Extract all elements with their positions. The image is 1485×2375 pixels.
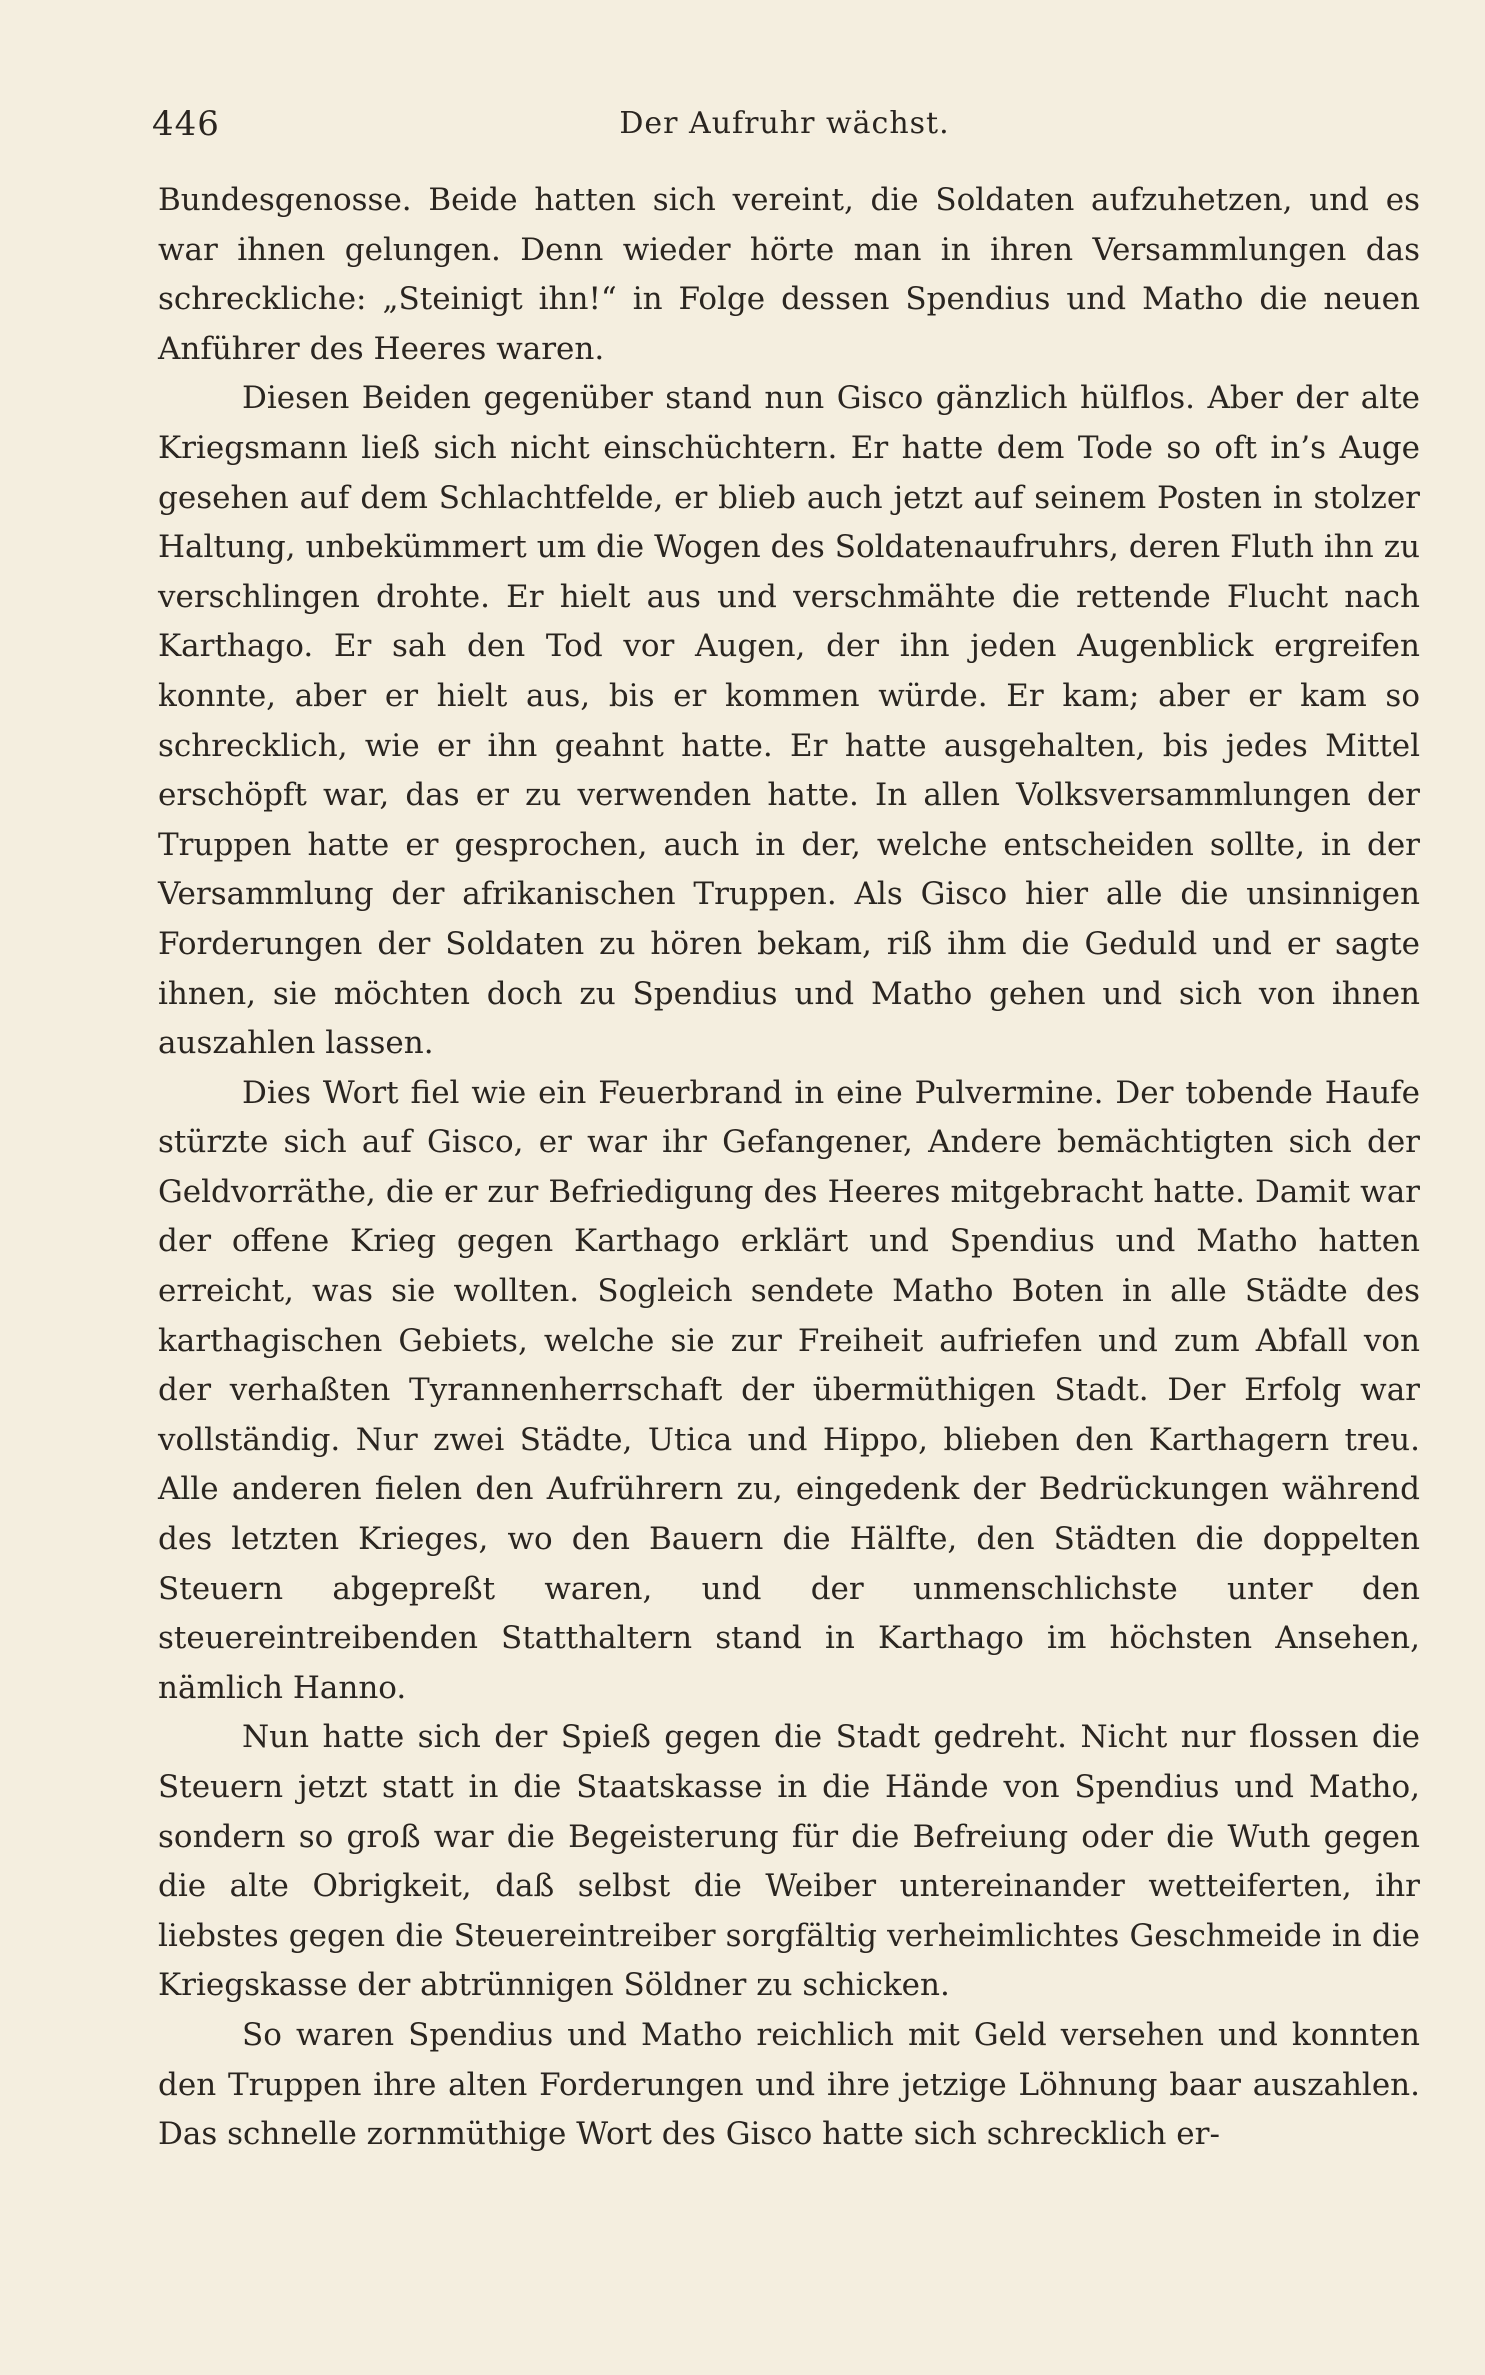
- paragraph-5: So waren Spendius und Matho reichlich mit Geld versehen und konnten den Truppen ihre alten Forderungen und ihre jetzige Löhnung baar auszahlen. Das schnelle zornmüthige Wort des Gisco hatte sich schrecklich er-: [158, 2016, 1420, 2153]
- paragraph-3: Dies Wort fiel wie ein Feuerbrand in eine Pulvermine. Der tobende Haufe stürzte sich auf Gisco, er war ihr Gefangener, Andere bemächtigten sich der Geldvorräthe, die er zur Befriedigung des Heeres mitgebracht hatte. Damit war der offene Krieg gegen Karthago erklärt und Spendius und Matho hatten erreicht, was sie wollten. Sogleich sendete Matho Boten in alle Städte des karthagischen Gebiets, welche sie zur Freiheit aufriefen und zum Abfall von der verhaßten Tyrannenherrschaft der übermüthigen Stadt. Der Erfolg war vollständig. Nur zwei Städte, Utica und Hippo, blieben den Karthagern treu. Alle anderen fielen den Aufrührern zu, eingedenk der Bedrückungen während des letzten Krieges, wo den Bauern die Hälfte, den Städten die doppelten Steuern abgepreßt waren, und der unmenschlichste unter den steuereintreibenden Statthaltern stand in Karthago im höchsten Ansehen, nämlich Hanno.: [158, 1074, 1420, 1706]
- paragraph-4: Nun hatte sich der Spieß gegen die Stadt gedreht. Nicht nur flossen die Steuern jetzt statt in die Staatskasse in die Hände von Spendius und Matho, sondern so groß war die Begeisterung für die Befreiung oder die Wuth gegen die alte Obrigkeit, daß selbst die Weiber untereinander wetteiferten, ihr liebstes gegen die Steuereintreiber sorgfältig verheimlichtes Geschmeide in die Kriegskasse der abtrünnigen Söldner zu schicken.: [158, 1719, 1420, 2004]
- page-number: 446: [152, 104, 220, 144]
- body-text: [158, 176, 1420, 2160]
- running-title: Der Aufruhr wächst.: [619, 106, 950, 141]
- paragraph-1: Bundesgenosse. Beide hatten sich vereint, die Soldaten aufzuhetzen, und es war ihnen gelungen. Denn wieder hörte man in ihren Versammlungen das schreckliche: „Steinigt ihn!“ in Folge dessen Spendius und Matho die neuen Anführer des Heeres waren.: [158, 182, 1420, 367]
- running-head: [152, 104, 1417, 154]
- paragraph-2: Diesen Beiden gegenüber stand nun Gisco gänzlich hülflos. Aber der alte Kriegsmann ließ sich nicht einschüchtern. Er hatte dem Tode so oft in’s Auge gesehen auf dem Schlachtfelde, er blieb auch jetzt auf seinem Posten in stolzer Haltung, unbekümmert um die Wogen des Soldatenaufruhrs, deren Fluth ihn zu verschlingen drohte. Er hielt aus und verschmähte die rettende Flucht nach Karthago. Er sah den Tod vor Augen, der ihn jeden Augenblick ergreifen konnte, aber er hielt aus, bis er kommen würde. Er kam; aber er kam so schrecklich, wie er ihn geahnt hatte. Er hatte ausgehalten, bis jedes Mittel erschöpft war, das er zu verwenden hatte. In allen Volksversammlungen der Truppen hatte er gesprochen, auch in der, welche entscheiden sollte, in der Versammlung der afrikanischen Truppen. Als Gisco hier alle die unsinnigen Forderungen der Soldaten zu hören bekam, riß ihm die Geduld und er sagte ihnen, sie möchten doch zu Spendius und Matho gehen und sich von ihnen auszahlen lassen.: [158, 380, 1420, 1062]
